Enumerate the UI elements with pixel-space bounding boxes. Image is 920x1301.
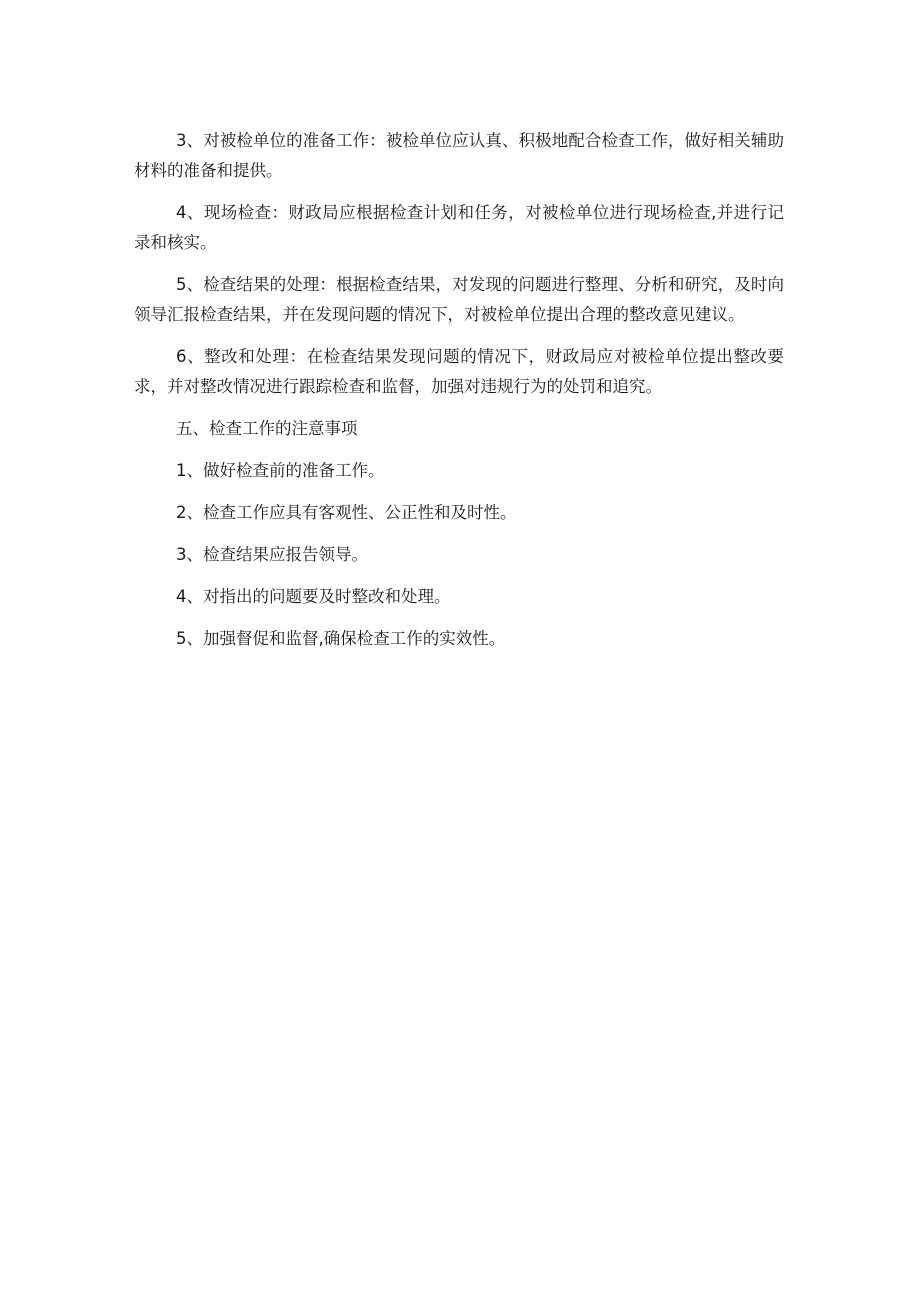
list-item: 2、检查工作应具有客观性、公正性和及时性。 (176, 503, 517, 522)
section-heading: 五、检查工作的注意事项 (176, 419, 358, 438)
list-item: 5、加强督促和监督,确保检查工作的实效性。 (176, 629, 506, 648)
list-item: 1、做好检查前的准备工作。 (176, 461, 385, 480)
list-item: 3、检查结果应报告领导。 (176, 545, 368, 564)
paragraph-result-handling: 5、检查结果的处理：根据检查结果，对发现的问题进行整理、分析和研究，及时向领导汇报检查结果，并在发现问题的情况下，对被检单位提出合理的整改意见建议。 (134, 275, 784, 324)
document-body (134, 126, 784, 666)
paragraph-rectification: 6、整改和处理：在检查结果发现问题的情况下，财政局应对被检单位提出整改要求，并对整改情况进行跟踪检查和监督，加强对违规行为的处罚和追究。 (134, 347, 784, 396)
paragraph-preparation: 3、对被检单位的准备工作：被检单位应认真、积极地配合检查工作，做好相关辅助材料的准备和提供。 (134, 131, 784, 180)
paragraph-onsite-inspection: 4、现场检查：财政局应根据检查计划和任务，对被检单位进行现场检查,并进行记录和核实。 (134, 203, 784, 252)
list-item: 4、对指出的问题要及时整改和处理。 (176, 587, 451, 606)
